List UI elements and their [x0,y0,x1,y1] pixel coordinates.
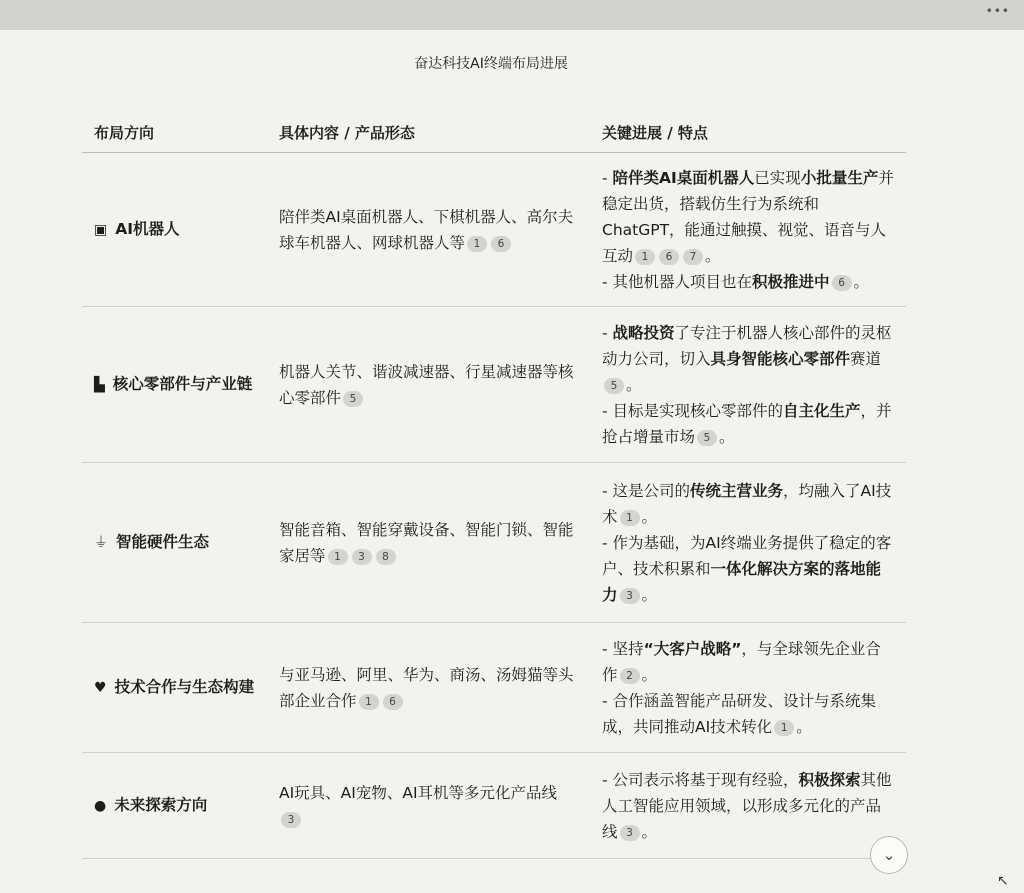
direction-cell [82,623,267,753]
citation-badge[interactable]: 3 [620,588,640,604]
scroll-down-button[interactable]: ⌄ [870,836,908,874]
table-row [82,463,906,623]
bold-text: 积极推进中 [752,272,830,291]
progress-point [602,320,894,398]
header-progress: 关键进展 / 特点 [590,112,906,153]
text-run: 。 [641,822,658,841]
citation-badge[interactable]: 7 [683,249,703,265]
top-bar [0,0,1024,30]
citation-badge[interactable]: 1 [359,694,379,710]
progress-cell [590,307,906,463]
table-row [82,753,906,859]
citation-badge[interactable]: 3 [281,812,301,828]
citation-badge[interactable]: 5 [343,391,363,407]
citation-badge[interactable]: 6 [832,275,852,291]
bold-text: “大客户战略” [643,639,742,658]
text-run: 了专注于机器人核心部件的灵枢动力公司，切入 [602,323,892,368]
progress-point [602,165,894,269]
content-cell [267,753,590,859]
text-run: - 目标是实现核心零部件的 [602,401,784,420]
text-run: 机器人关节、谐波减速器、行星减速器等核心零部件 [279,362,574,407]
text-run: - 公司表示将基于现有经验， [602,770,799,789]
bold-text: 小批量生产 [800,168,879,187]
content-cell [267,307,590,463]
direction-cell [82,753,267,859]
text-run: 并稳定出货，搭载仿生行为系统和ChatGPT，能通过触摸、视觉、语音与人互动 [602,168,894,265]
table-title: 奋达科技AI终端布局进展 [414,56,568,72]
header-content: 具体内容 / 产品形态 [267,112,590,153]
direction-cell [82,307,267,463]
progress-point [602,767,894,845]
plug-icon: ⏚ [94,535,108,551]
progress-table [82,112,906,859]
progress-cell [590,463,906,623]
bold-text: 一体化解决方案的落地能力 [602,559,882,604]
progress-cell [590,153,906,307]
bold-text: 陪伴类AI桌面机器人 [612,168,755,187]
text-run: 。 [705,246,721,265]
text-run: ，与全球领先企业合作 [602,639,881,684]
citation-badge[interactable]: 5 [697,430,717,446]
bold-text: 自主化生产 [783,401,861,420]
text-run: - [602,168,613,187]
text-run: AI玩具、AI宠物、AI耳机等多元化产品线 [279,783,558,802]
text-run: 。 [641,665,658,684]
progress-point [602,269,894,295]
content-cell [267,463,590,623]
text-run: - 作为基础，为AI终端业务提供了稳定的客户、技术积累和 [602,533,892,578]
text-run: 已实现 [754,168,801,187]
citation-badge[interactable]: 1 [328,549,348,565]
citation-badge[interactable]: 8 [376,549,396,565]
citation-badge[interactable]: 1 [467,236,487,252]
header-direction: 布局方向 [82,112,267,153]
direction-label: 智能硬件生态 [116,533,210,551]
factory-icon: ▙ [94,377,105,393]
text-run: - 坚持 [602,639,644,658]
citation-badge[interactable]: 1 [774,720,794,736]
text-run: 。 [641,585,658,604]
text-run: - 这是公司的 [602,481,691,500]
brain-icon: ● [94,798,107,814]
progress-point [602,688,894,740]
text-run: - [602,323,613,342]
table-header-row [82,112,906,153]
text-run: ，并抢占增量市场 [602,401,892,446]
citation-badge[interactable]: 3 [352,549,372,565]
direction-label: AI机器人 [115,220,180,238]
text-run: - 其他机器人项目也在 [602,272,753,291]
bold-text: 具身智能核心零部件 [710,349,851,368]
citation-badge[interactable]: 1 [635,249,655,265]
more-icon[interactable]: ••• [985,4,1010,18]
text-run: 。 [719,427,735,446]
progress-cell [590,753,906,859]
progress-point [602,530,894,608]
robot-icon: ▣ [94,222,108,238]
text-run: 赛道 [850,349,882,368]
progress-cell [590,623,906,753]
handshake-icon: ♥ [94,680,107,696]
citation-badge[interactable]: 6 [659,249,679,265]
table-row [82,307,906,463]
citation-badge[interactable]: 3 [620,825,640,841]
citation-badge[interactable]: 2 [620,668,640,684]
content-cell [267,153,590,307]
page [0,30,1024,893]
text-run: 其他人工智能应用领域，以形成多元化的产品线 [602,770,892,841]
progress-point [602,636,894,688]
text-run: 。 [853,272,870,291]
text-run: 。 [641,507,658,526]
bold-text: 传统主营业务 [690,481,784,500]
bold-text: 战略投资 [612,323,675,342]
citation-badge[interactable]: 6 [491,236,511,252]
direction-label: 未来探索方向 [114,796,208,814]
citation-badge[interactable]: 1 [620,510,640,526]
text-run: - 合作涵盖智能产品研发、设计与系统集成，共同推动AI技术转化 [602,691,877,736]
direction-label: 核心零部件与产业链 [112,375,253,393]
table-row [82,623,906,753]
citation-badge[interactable]: 6 [383,694,403,710]
progress-point [602,478,894,530]
text-run: 与亚马逊、阿里、华为、商汤、汤姆猫等头部企业合作 [279,665,574,710]
text-run: 陪伴类AI桌面机器人、下棋机器人、高尔夫球车机器人、网球机器人等 [279,207,574,252]
bold-text: 积极探索 [798,770,861,789]
direction-cell [82,153,267,307]
text-run: 智能音箱、智能穿戴设备、智能门锁、智能家居等 [279,520,574,565]
progress-point [602,398,894,450]
direction-label: 技术合作与生态构建 [114,678,255,696]
mouse-cursor-icon: ↖ [997,873,1009,889]
text-run: ，均融入了AI技术 [602,481,892,526]
direction-cell [82,463,267,623]
text-run: 。 [796,717,812,736]
citation-badge[interactable]: 5 [604,378,624,394]
content-cell [267,623,590,753]
text-run: 。 [626,375,642,394]
table-row [82,153,906,307]
